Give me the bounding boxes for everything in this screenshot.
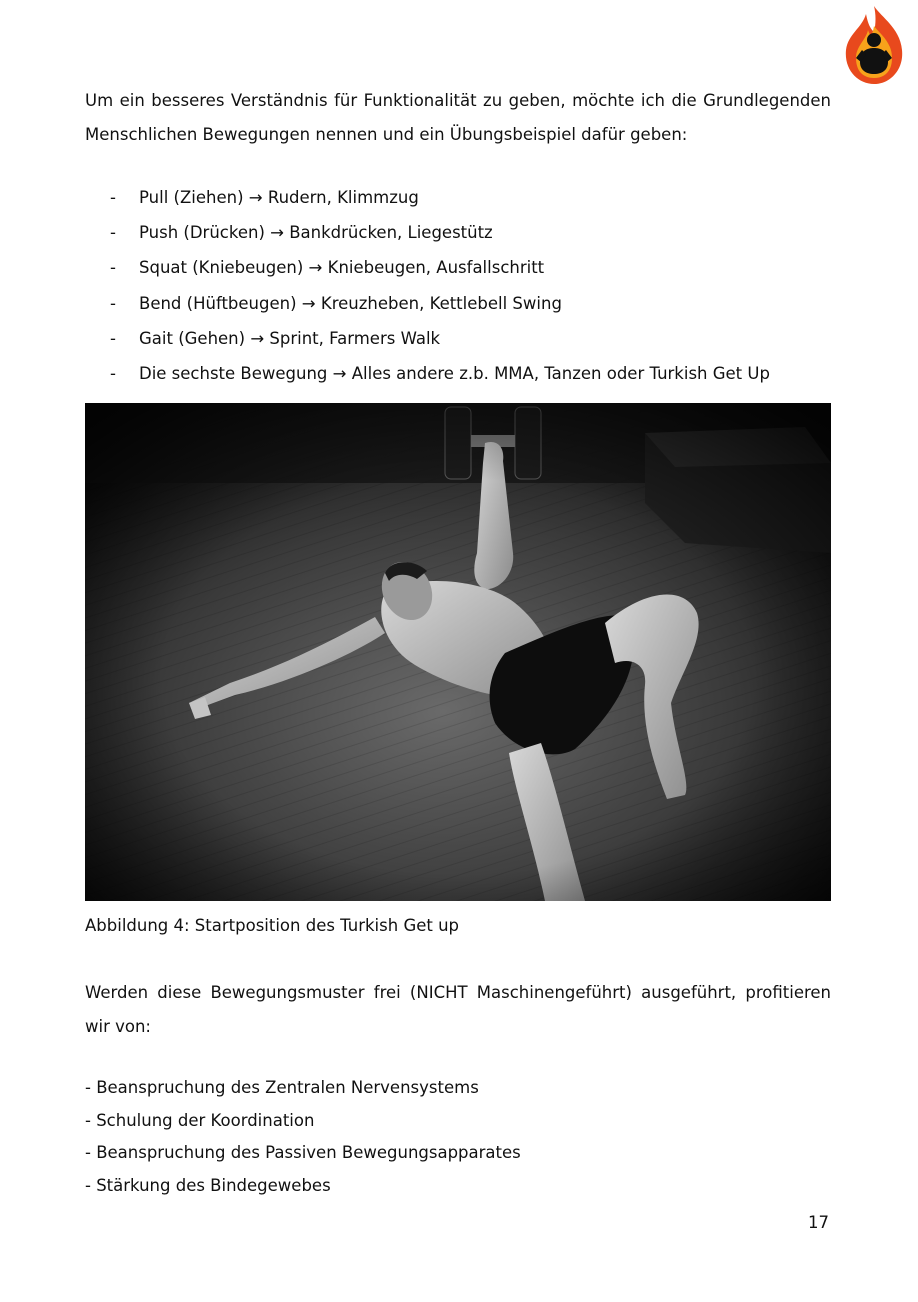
figure-caption: Abbildung 4: Startposition des Turkish Get up <box>85 916 460 935</box>
movement-examples: Rudern, Klimmzug <box>267 188 419 207</box>
benefit-paragraph: Werden diese Bewegungsmuster frei (NICHT Maschinengeführt) ausgeführt, profitieren wir von: <box>85 983 831 1036</box>
arrow-right-icon: → <box>308 258 323 278</box>
movement-name: Gait (Gehen) <box>139 328 246 348</box>
arrow-right-icon: → <box>248 188 263 207</box>
movement-name: Pull (Ziehen) <box>139 188 244 207</box>
list-bullet: - <box>110 293 116 313</box>
list-bullet: - <box>110 328 116 348</box>
arrow-right-icon: → <box>301 293 316 313</box>
movement-examples: Kreuzheben, Kettlebell Swing <box>320 293 562 313</box>
list-bullet: - <box>110 258 116 278</box>
list-bullet: - <box>110 188 116 207</box>
benefit-list <box>85 1072 521 1203</box>
list-bullet: - <box>110 363 116 383</box>
movement-examples: Sprint, Farmers Walk <box>269 328 441 348</box>
movement-name: Bend (Hüftbeugen) <box>139 293 297 313</box>
movement-name: Push (Drücken) <box>139 223 265 243</box>
list-item: - Stärkung des Bindegewebes <box>85 1176 331 1196</box>
list-item <box>110 215 770 250</box>
list-item <box>110 286 770 321</box>
arrow-right-icon: → <box>250 328 265 348</box>
list-item <box>110 321 770 356</box>
flame-athlete-logo <box>842 4 906 86</box>
intro-paragraph: Um ein besseres Verständnis für Funktionalität zu geben, möchte ich die Grundlegenden Menschlichen Bewegungen nennen und ein Übungsbeispiel dafür geben: <box>85 91 831 144</box>
list-item: - Schulung der Koordination <box>85 1110 315 1130</box>
list-item: - Beanspruchung des Passiven Bewegungsapparates <box>85 1143 521 1163</box>
arrow-right-icon: → <box>270 223 284 243</box>
arrow-right-icon: → <box>332 363 347 383</box>
movement-list <box>110 180 770 391</box>
movement-examples: Kniebeugen, Ausfallschritt <box>327 258 545 278</box>
turkish-get-up-photo <box>85 403 831 901</box>
movement-name: Squat (Kniebeugen) <box>139 258 304 278</box>
page-number: 17 <box>808 1213 829 1232</box>
list-item <box>110 356 770 391</box>
list-item: - Beanspruchung des Zentralen Nervensystems <box>85 1078 479 1097</box>
movement-name: Die sechste Bewegung <box>139 363 328 383</box>
list-item <box>110 250 770 285</box>
list-bullet: - <box>110 223 116 243</box>
movement-examples: Alles andere z.b. MMA, Tanzen oder Turkish Get Up <box>351 363 770 383</box>
list-item <box>110 180 770 215</box>
movement-examples: Bankdrücken, Liegestütz <box>289 223 493 243</box>
